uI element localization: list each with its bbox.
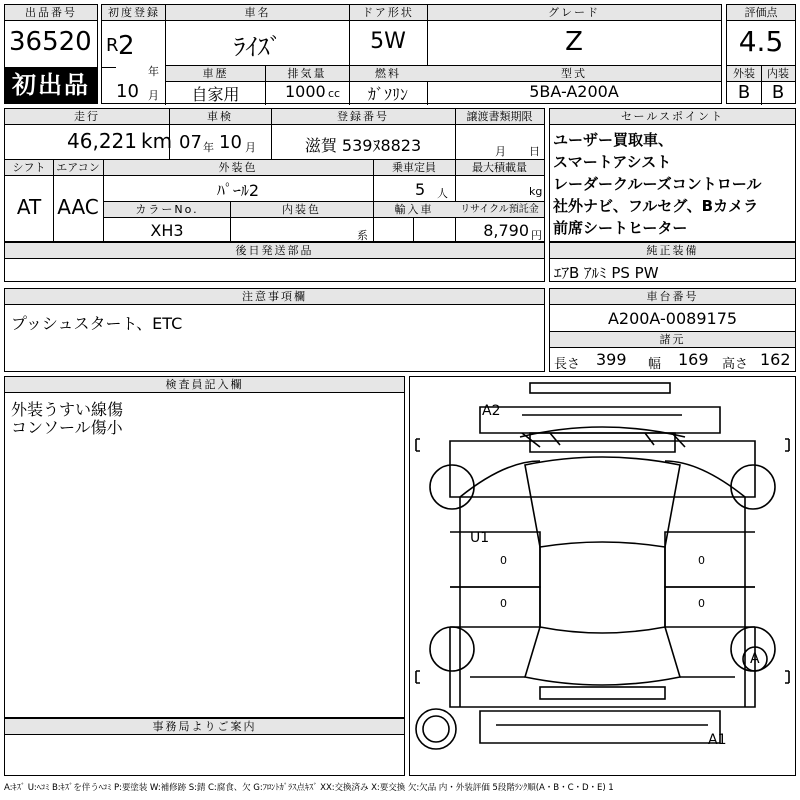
import-label: 輸入車 [373,202,455,218]
fuel-label: 燃料 [349,66,427,82]
notes-label: 注意事項欄 [5,289,544,305]
chassis-value: A200A-0089175 [607,309,738,328]
car-diagram [410,377,795,775]
later-parts-label: 後日発送部品 [5,243,544,259]
shift-label: シフト [5,160,53,176]
sales-line-1: ユーザー買取車、 [553,131,674,149]
diagram-mark-0-left-front: 0 [500,554,507,567]
mileage-unit: km [141,129,173,153]
shift-value: AT [16,195,42,219]
first-reg-year: 2 [118,31,135,61]
ext-score-label: 外装 [727,66,761,82]
equipment [549,242,796,282]
ext-score-value: B [737,82,751,103]
legend-footer: A:ｷｽﾞ U:ﾍｺﾐ B:ｷｽﾞを伴うﾍｺﾐ P:要塗装 W:補修跡 S:錆 C:腐食、欠 G:ﾌﾛﾝﾄｶﾞﾗｽ点ｷｽﾞ XX:交換済み X:要交換 欠:欠品 内・外装評価 5段階ﾗﾝｸ順(A・B・C・D・E) 1 [4,783,614,793]
chassis-block [549,288,796,372]
max-load-unit: kg [529,185,543,198]
recycle-value: 8,790 [483,221,529,240]
recycle-label: リサイクル預託金 [455,202,544,218]
color-no-label: カラーNo. [104,202,230,218]
lot-number: 36520 [9,27,92,57]
equipment-label: 純正装備 [550,243,795,259]
equipment-value: ｴｱB ｱﾙﾐ PS PW [554,264,659,282]
grade-label: グレード [427,5,721,21]
ext-color-value: ﾊﾟｰﾙ2 [216,181,260,200]
first-reg-month: 10 [116,81,139,102]
width-label: 幅 [648,357,662,372]
recycle-unit: 円 [531,229,542,242]
aircon-value: AAC [57,195,99,219]
transfer-day-unit: 日 [529,145,540,158]
diagram-mark-0-left-rear: 0 [500,597,507,610]
diagram-label-a1: A1 [708,732,727,748]
inspector-line-1: 外装うすい線傷 [11,400,124,419]
plate-value: 滋賀 539ﾇ8823 [304,136,422,155]
score-label: 評価点 [727,5,795,21]
car-name-value: ﾗｲｽﾞ [233,33,282,61]
max-load-label: 最大積載量 [455,160,544,176]
inspection-diagram-box [409,376,796,776]
first-reg-label: 初度登録 [102,5,166,21]
inspector-block [4,376,405,718]
diagram-label-a2: A2 [482,403,501,419]
int-color-label: 内装色 [230,202,373,218]
inspection-month-unit: 月 [245,141,256,154]
sales-line-4: 社外ナビ、フルセグ、Bカメラ [553,197,759,215]
lot-label: 出品番号 [5,5,97,21]
int-score-value: B [771,82,785,103]
first-reg-era: R [106,35,119,56]
sales-points [549,108,796,242]
diagram-mark-0-right-rear: 0 [698,597,705,610]
transfer-month-unit: 月 [495,145,506,158]
score-value: 4.5 [738,25,784,58]
office-block [4,718,405,776]
history-value: 自家用 [191,85,240,104]
inspection-year: 07 [179,132,202,153]
model-label: 型式 [427,66,721,82]
first-listing-badge: 初出品 [5,67,97,103]
plate-label: 登録番号 [271,109,455,125]
height-value: 162 [760,350,791,369]
chassis-label: 車台番号 [550,289,795,305]
door-label: ドア形状 [349,5,427,21]
capacity-label: 乗車定員 [373,160,455,176]
int-score-label: 内装 [761,66,795,82]
door-value: 5W [370,29,406,54]
vehicle-info-mid [4,108,545,242]
length-value: 399 [596,350,627,369]
office-label: 事務局よりご案内 [5,719,404,735]
notes-value: プッシュスタート、ETC [11,314,183,333]
mileage-value: 46,221 [67,129,137,153]
grade-value: Z [565,27,583,57]
notes [4,288,545,372]
sales-line-2: スマートアシスト [553,153,672,171]
displacement-label: 排気量 [265,66,349,82]
diagram-label-a: A [750,651,760,667]
first-reg-month-unit: 月 [148,89,159,102]
inspection-year-unit: 年 [203,141,214,154]
inspection-month: 10 [219,132,242,153]
transfer-label: 譲渡書類期限 [455,109,544,125]
inspector-line-2: コンソール傷小 [11,418,123,437]
displacement-value: 1000 [285,82,326,101]
int-color-unit: 系 [357,229,368,242]
inspector-label: 検査員記入欄 [5,377,404,393]
car-name-label: 車名 [166,5,349,21]
sales-line-3: レーダークルーズコントロール [553,175,762,193]
height-label: 高さ [722,357,749,372]
diagram-mark-0-right-front: 0 [698,554,705,567]
ext-color-label: 外装色 [103,160,373,176]
fuel-value: ｶﾞｿﾘﾝ [367,85,408,104]
aircon-label: エアコン [53,160,103,176]
lot-block [4,4,98,104]
diagram-label-u1: U1 [470,530,490,546]
displacement-unit: cc [328,87,341,100]
model-value: 5BA-A200A [529,82,619,101]
later-parts [4,242,545,282]
sales-points-label: セールスポイント [550,109,795,125]
first-reg-year-unit: 年 [148,65,159,78]
vehicle-info-top [101,4,722,104]
history-label: 車歴 [166,66,265,82]
capacity-unit: 人 [437,187,448,200]
width-value: 169 [678,350,709,369]
color-no-value: XH3 [150,221,184,240]
mileage-label: 走行 [5,109,169,125]
sales-line-5: 前席シートヒーター [553,219,688,237]
score-block [726,4,796,104]
length-label: 長さ [554,357,581,372]
capacity-value: 5 [415,180,426,199]
inspection-label: 車検 [169,109,271,125]
dims-label: 諸元 [550,332,795,348]
